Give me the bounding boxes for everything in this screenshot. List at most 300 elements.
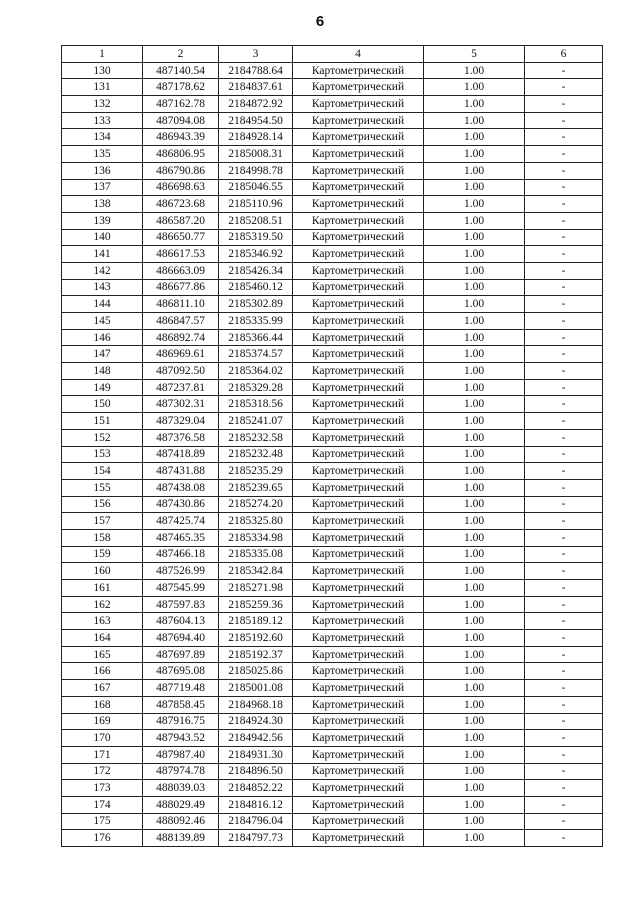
- table-body: [62, 62, 603, 846]
- y-coordinate-cell: 2185374.57: [219, 346, 293, 363]
- table-row: [62, 313, 603, 330]
- description-cell: -: [525, 346, 603, 363]
- accuracy-cell: 1.00: [424, 479, 525, 496]
- description-cell: -: [525, 196, 603, 213]
- point-number-cell: 174: [62, 796, 143, 813]
- x-coordinate-cell: 487916.75: [143, 713, 219, 730]
- table-header: [62, 46, 603, 63]
- description-cell: -: [525, 379, 603, 396]
- table-row: [62, 446, 603, 463]
- table-row: [62, 663, 603, 680]
- x-coordinate-cell: 486587.20: [143, 212, 219, 229]
- x-coordinate-cell: 487987.40: [143, 746, 219, 763]
- table-row: [62, 563, 603, 580]
- description-cell: -: [525, 746, 603, 763]
- description-cell: -: [525, 296, 603, 313]
- table-row: [62, 780, 603, 797]
- accuracy-cell: 1.00: [424, 212, 525, 229]
- description-cell: -: [525, 179, 603, 196]
- accuracy-cell: 1.00: [424, 363, 525, 380]
- description-cell: -: [525, 413, 603, 430]
- y-coordinate-cell: 2184924.30: [219, 713, 293, 730]
- method-cell: Картометрический: [293, 546, 424, 563]
- table-row: [62, 296, 603, 313]
- method-cell: Картометрический: [293, 196, 424, 213]
- point-number-cell: 157: [62, 513, 143, 530]
- x-coordinate-cell: 487604.13: [143, 613, 219, 630]
- accuracy-cell: 1.00: [424, 379, 525, 396]
- accuracy-cell: 1.00: [424, 446, 525, 463]
- table-row: [62, 730, 603, 747]
- accuracy-cell: 1.00: [424, 463, 525, 480]
- x-coordinate-cell: 486969.61: [143, 346, 219, 363]
- y-coordinate-cell: 2185274.20: [219, 496, 293, 513]
- x-coordinate-cell: 487695.08: [143, 663, 219, 680]
- accuracy-cell: 1.00: [424, 313, 525, 330]
- y-coordinate-cell: 2184928.14: [219, 129, 293, 146]
- method-cell: Картометрический: [293, 646, 424, 663]
- description-cell: -: [525, 446, 603, 463]
- description-cell: -: [525, 830, 603, 847]
- method-cell: Картометрический: [293, 630, 424, 647]
- point-number-cell: 131: [62, 79, 143, 96]
- method-cell: Картометрический: [293, 346, 424, 363]
- table-row: [62, 413, 603, 430]
- point-number-cell: 167: [62, 680, 143, 697]
- accuracy-cell: 1.00: [424, 62, 525, 79]
- point-number-cell: 140: [62, 229, 143, 246]
- table-row: [62, 580, 603, 597]
- point-number-cell: 163: [62, 613, 143, 630]
- table-row: [62, 262, 603, 279]
- description-cell: -: [525, 813, 603, 830]
- coordinates-table: [61, 45, 603, 847]
- accuracy-cell: 1.00: [424, 179, 525, 196]
- x-coordinate-cell: 486617.53: [143, 246, 219, 263]
- table-row: [62, 146, 603, 163]
- x-coordinate-cell: 487943.52: [143, 730, 219, 747]
- accuracy-cell: 1.00: [424, 596, 525, 613]
- y-coordinate-cell: 2184942.56: [219, 730, 293, 747]
- table-row: [62, 62, 603, 79]
- y-coordinate-cell: 2185189.12: [219, 613, 293, 630]
- description-cell: -: [525, 563, 603, 580]
- y-coordinate-cell: 2185346.92: [219, 246, 293, 263]
- point-number-cell: 147: [62, 346, 143, 363]
- accuracy-cell: 1.00: [424, 196, 525, 213]
- x-coordinate-cell: 486811.10: [143, 296, 219, 313]
- point-number-cell: 144: [62, 296, 143, 313]
- x-coordinate-cell: 487465.35: [143, 529, 219, 546]
- accuracy-cell: 1.00: [424, 396, 525, 413]
- table-row: [62, 763, 603, 780]
- accuracy-cell: 1.00: [424, 830, 525, 847]
- point-number-cell: 154: [62, 463, 143, 480]
- accuracy-cell: 1.00: [424, 529, 525, 546]
- x-coordinate-cell: 487094.08: [143, 112, 219, 129]
- x-coordinate-cell: 487597.83: [143, 596, 219, 613]
- accuracy-cell: 1.00: [424, 796, 525, 813]
- accuracy-cell: 1.00: [424, 429, 525, 446]
- point-number-cell: 168: [62, 696, 143, 713]
- point-number-cell: 158: [62, 529, 143, 546]
- table-row: [62, 346, 603, 363]
- y-coordinate-cell: 2185192.37: [219, 646, 293, 663]
- description-cell: -: [525, 546, 603, 563]
- y-coordinate-cell: 2185364.02: [219, 363, 293, 380]
- method-cell: Картометрический: [293, 79, 424, 96]
- x-coordinate-cell: 488029.49: [143, 796, 219, 813]
- point-number-cell: 136: [62, 162, 143, 179]
- y-coordinate-cell: 2185318.56: [219, 396, 293, 413]
- y-coordinate-cell: 2185271.98: [219, 580, 293, 597]
- y-coordinate-cell: 2185235.29: [219, 463, 293, 480]
- y-coordinate-cell: 2185319.50: [219, 229, 293, 246]
- table-row: [62, 696, 603, 713]
- method-cell: Картометрический: [293, 329, 424, 346]
- y-coordinate-cell: 2184998.78: [219, 162, 293, 179]
- x-coordinate-cell: 487302.31: [143, 396, 219, 413]
- point-number-cell: 153: [62, 446, 143, 463]
- method-cell: Картометрический: [293, 96, 424, 113]
- accuracy-cell: 1.00: [424, 229, 525, 246]
- table-row: [62, 680, 603, 697]
- description-cell: -: [525, 162, 603, 179]
- accuracy-cell: 1.00: [424, 663, 525, 680]
- point-number-cell: 166: [62, 663, 143, 680]
- x-coordinate-cell: 486790.86: [143, 162, 219, 179]
- header-row: [62, 46, 603, 63]
- description-cell: -: [525, 763, 603, 780]
- description-cell: -: [525, 279, 603, 296]
- accuracy-cell: 1.00: [424, 646, 525, 663]
- column-header-1: 1: [62, 46, 143, 63]
- method-cell: Картометрический: [293, 379, 424, 396]
- description-cell: -: [525, 663, 603, 680]
- description-cell: -: [525, 62, 603, 79]
- point-number-cell: 142: [62, 262, 143, 279]
- point-number-cell: 159: [62, 546, 143, 563]
- y-coordinate-cell: 2185335.99: [219, 313, 293, 330]
- description-cell: -: [525, 396, 603, 413]
- description-cell: -: [525, 796, 603, 813]
- accuracy-cell: 1.00: [424, 162, 525, 179]
- description-cell: -: [525, 613, 603, 630]
- y-coordinate-cell: 2184931.30: [219, 746, 293, 763]
- x-coordinate-cell: 487858.45: [143, 696, 219, 713]
- table-row: [62, 630, 603, 647]
- accuracy-cell: 1.00: [424, 613, 525, 630]
- description-cell: -: [525, 696, 603, 713]
- description-cell: -: [525, 329, 603, 346]
- description-cell: -: [525, 646, 603, 663]
- table-row: [62, 429, 603, 446]
- point-number-cell: 146: [62, 329, 143, 346]
- y-coordinate-cell: 2185232.48: [219, 446, 293, 463]
- description-cell: -: [525, 730, 603, 747]
- x-coordinate-cell: 487545.99: [143, 580, 219, 597]
- x-coordinate-cell: 487237.81: [143, 379, 219, 396]
- table-row: [62, 179, 603, 196]
- x-coordinate-cell: 488139.89: [143, 830, 219, 847]
- point-number-cell: 130: [62, 62, 143, 79]
- accuracy-cell: 1.00: [424, 79, 525, 96]
- y-coordinate-cell: 2184797.73: [219, 830, 293, 847]
- accuracy-cell: 1.00: [424, 763, 525, 780]
- table-row: [62, 379, 603, 396]
- method-cell: Картометрический: [293, 212, 424, 229]
- y-coordinate-cell: 2185025.86: [219, 663, 293, 680]
- table-row: [62, 246, 603, 263]
- description-cell: -: [525, 479, 603, 496]
- x-coordinate-cell: 486943.39: [143, 129, 219, 146]
- x-coordinate-cell: 487162.78: [143, 96, 219, 113]
- point-number-cell: 175: [62, 813, 143, 830]
- y-coordinate-cell: 2184896.50: [219, 763, 293, 780]
- point-number-cell: 164: [62, 630, 143, 647]
- description-cell: -: [525, 496, 603, 513]
- table-row: [62, 713, 603, 730]
- description-cell: -: [525, 146, 603, 163]
- x-coordinate-cell: 487697.89: [143, 646, 219, 663]
- x-coordinate-cell: 487092.50: [143, 363, 219, 380]
- accuracy-cell: 1.00: [424, 112, 525, 129]
- point-number-cell: 148: [62, 363, 143, 380]
- table-row: [62, 496, 603, 513]
- method-cell: Картометрический: [293, 680, 424, 697]
- table-row: [62, 229, 603, 246]
- x-coordinate-cell: 488092.46: [143, 813, 219, 830]
- description-cell: -: [525, 79, 603, 96]
- method-cell: Картометрический: [293, 830, 424, 847]
- accuracy-cell: 1.00: [424, 580, 525, 597]
- accuracy-cell: 1.00: [424, 713, 525, 730]
- table-row: [62, 463, 603, 480]
- y-coordinate-cell: 2185001.08: [219, 680, 293, 697]
- table-row: [62, 546, 603, 563]
- accuracy-cell: 1.00: [424, 746, 525, 763]
- method-cell: Картометрический: [293, 463, 424, 480]
- description-cell: -: [525, 580, 603, 597]
- description-cell: -: [525, 630, 603, 647]
- point-number-cell: 137: [62, 179, 143, 196]
- y-coordinate-cell: 2185008.31: [219, 146, 293, 163]
- method-cell: Картометрический: [293, 112, 424, 129]
- accuracy-cell: 1.00: [424, 146, 525, 163]
- point-number-cell: 145: [62, 313, 143, 330]
- point-number-cell: 169: [62, 713, 143, 730]
- description-cell: -: [525, 429, 603, 446]
- x-coordinate-cell: 486723.68: [143, 196, 219, 213]
- y-coordinate-cell: 2184837.61: [219, 79, 293, 96]
- description-cell: -: [525, 780, 603, 797]
- accuracy-cell: 1.00: [424, 262, 525, 279]
- description-cell: -: [525, 529, 603, 546]
- method-cell: Картометрический: [293, 413, 424, 430]
- accuracy-cell: 1.00: [424, 546, 525, 563]
- description-cell: -: [525, 112, 603, 129]
- table-row: [62, 212, 603, 229]
- point-number-cell: 134: [62, 129, 143, 146]
- table-row: [62, 529, 603, 546]
- point-number-cell: 170: [62, 730, 143, 747]
- method-cell: Картометрический: [293, 529, 424, 546]
- point-number-cell: 141: [62, 246, 143, 263]
- x-coordinate-cell: 487431.88: [143, 463, 219, 480]
- x-coordinate-cell: 487694.40: [143, 630, 219, 647]
- description-cell: -: [525, 596, 603, 613]
- column-header-3: 3: [219, 46, 293, 63]
- accuracy-cell: 1.00: [424, 346, 525, 363]
- y-coordinate-cell: 2185366.44: [219, 329, 293, 346]
- x-coordinate-cell: 487329.04: [143, 413, 219, 430]
- method-cell: Картометрический: [293, 429, 424, 446]
- table-row: [62, 96, 603, 113]
- x-coordinate-cell: 488039.03: [143, 780, 219, 797]
- column-header-2: 2: [143, 46, 219, 63]
- point-number-cell: 156: [62, 496, 143, 513]
- accuracy-cell: 1.00: [424, 246, 525, 263]
- y-coordinate-cell: 2185329.28: [219, 379, 293, 396]
- table-row: [62, 162, 603, 179]
- y-coordinate-cell: 2184816.12: [219, 796, 293, 813]
- x-coordinate-cell: 487430.86: [143, 496, 219, 513]
- y-coordinate-cell: 2185239.65: [219, 479, 293, 496]
- method-cell: Картометрический: [293, 596, 424, 613]
- point-number-cell: 133: [62, 112, 143, 129]
- table-row: [62, 329, 603, 346]
- method-cell: Картометрический: [293, 62, 424, 79]
- x-coordinate-cell: 487376.58: [143, 429, 219, 446]
- method-cell: Картометрический: [293, 296, 424, 313]
- table-row: [62, 112, 603, 129]
- method-cell: Картометрический: [293, 813, 424, 830]
- table-row: [62, 479, 603, 496]
- table-row: [62, 363, 603, 380]
- method-cell: Картометрический: [293, 796, 424, 813]
- y-coordinate-cell: 2185342.84: [219, 563, 293, 580]
- y-coordinate-cell: 2185192.60: [219, 630, 293, 647]
- accuracy-cell: 1.00: [424, 680, 525, 697]
- column-header-4: 4: [293, 46, 424, 63]
- description-cell: -: [525, 680, 603, 697]
- point-number-cell: 143: [62, 279, 143, 296]
- x-coordinate-cell: 486663.09: [143, 262, 219, 279]
- point-number-cell: 162: [62, 596, 143, 613]
- method-cell: Картометрический: [293, 696, 424, 713]
- x-coordinate-cell: 486892.74: [143, 329, 219, 346]
- point-number-cell: 132: [62, 96, 143, 113]
- y-coordinate-cell: 2184954.50: [219, 112, 293, 129]
- method-cell: Картометрический: [293, 580, 424, 597]
- x-coordinate-cell: 487438.08: [143, 479, 219, 496]
- x-coordinate-cell: 486806.95: [143, 146, 219, 163]
- accuracy-cell: 1.00: [424, 780, 525, 797]
- point-number-cell: 172: [62, 763, 143, 780]
- point-number-cell: 155: [62, 479, 143, 496]
- y-coordinate-cell: 2185426.34: [219, 262, 293, 279]
- x-coordinate-cell: 487526.99: [143, 563, 219, 580]
- method-cell: Картометрический: [293, 563, 424, 580]
- method-cell: Картометрический: [293, 513, 424, 530]
- method-cell: Картометрический: [293, 496, 424, 513]
- method-cell: Картометрический: [293, 746, 424, 763]
- accuracy-cell: 1.00: [424, 279, 525, 296]
- y-coordinate-cell: 2185241.07: [219, 413, 293, 430]
- accuracy-cell: 1.00: [424, 513, 525, 530]
- table-row: [62, 513, 603, 530]
- x-coordinate-cell: 486677.86: [143, 279, 219, 296]
- method-cell: Картометрический: [293, 363, 424, 380]
- method-cell: Картометрический: [293, 279, 424, 296]
- y-coordinate-cell: 2185302.89: [219, 296, 293, 313]
- point-number-cell: 171: [62, 746, 143, 763]
- table-row: [62, 613, 603, 630]
- description-cell: -: [525, 713, 603, 730]
- accuracy-cell: 1.00: [424, 696, 525, 713]
- table-row: [62, 279, 603, 296]
- method-cell: Картометрический: [293, 780, 424, 797]
- description-cell: -: [525, 96, 603, 113]
- y-coordinate-cell: 2184852.22: [219, 780, 293, 797]
- description-cell: -: [525, 229, 603, 246]
- method-cell: Картометрический: [293, 129, 424, 146]
- point-number-cell: 152: [62, 429, 143, 446]
- description-cell: -: [525, 262, 603, 279]
- description-cell: -: [525, 513, 603, 530]
- accuracy-cell: 1.00: [424, 413, 525, 430]
- y-coordinate-cell: 2184796.04: [219, 813, 293, 830]
- column-header-6: 6: [525, 46, 603, 63]
- accuracy-cell: 1.00: [424, 813, 525, 830]
- y-coordinate-cell: 2184872.92: [219, 96, 293, 113]
- y-coordinate-cell: 2185208.51: [219, 212, 293, 229]
- x-coordinate-cell: 487719.48: [143, 680, 219, 697]
- x-coordinate-cell: 486650.77: [143, 229, 219, 246]
- x-coordinate-cell: 487974.78: [143, 763, 219, 780]
- y-coordinate-cell: 2185259.36: [219, 596, 293, 613]
- method-cell: Картометрический: [293, 179, 424, 196]
- table-row: [62, 396, 603, 413]
- point-number-cell: 135: [62, 146, 143, 163]
- x-coordinate-cell: 486698.63: [143, 179, 219, 196]
- method-cell: Картометрический: [293, 313, 424, 330]
- y-coordinate-cell: 2184788.64: [219, 62, 293, 79]
- point-number-cell: 160: [62, 563, 143, 580]
- accuracy-cell: 1.00: [424, 630, 525, 647]
- column-header-5: 5: [424, 46, 525, 63]
- method-cell: Картометрический: [293, 396, 424, 413]
- y-coordinate-cell: 2185335.08: [219, 546, 293, 563]
- x-coordinate-cell: 486847.57: [143, 313, 219, 330]
- point-number-cell: 139: [62, 212, 143, 229]
- table-row: [62, 129, 603, 146]
- table-row: [62, 813, 603, 830]
- x-coordinate-cell: 487418.89: [143, 446, 219, 463]
- accuracy-cell: 1.00: [424, 129, 525, 146]
- y-coordinate-cell: 2185232.58: [219, 429, 293, 446]
- table-row: [62, 646, 603, 663]
- accuracy-cell: 1.00: [424, 496, 525, 513]
- method-cell: Картометрический: [293, 146, 424, 163]
- point-number-cell: 161: [62, 580, 143, 597]
- point-number-cell: 149: [62, 379, 143, 396]
- point-number-cell: 173: [62, 780, 143, 797]
- point-number-cell: 176: [62, 830, 143, 847]
- method-cell: Картометрический: [293, 730, 424, 747]
- method-cell: Картометрический: [293, 479, 424, 496]
- point-number-cell: 165: [62, 646, 143, 663]
